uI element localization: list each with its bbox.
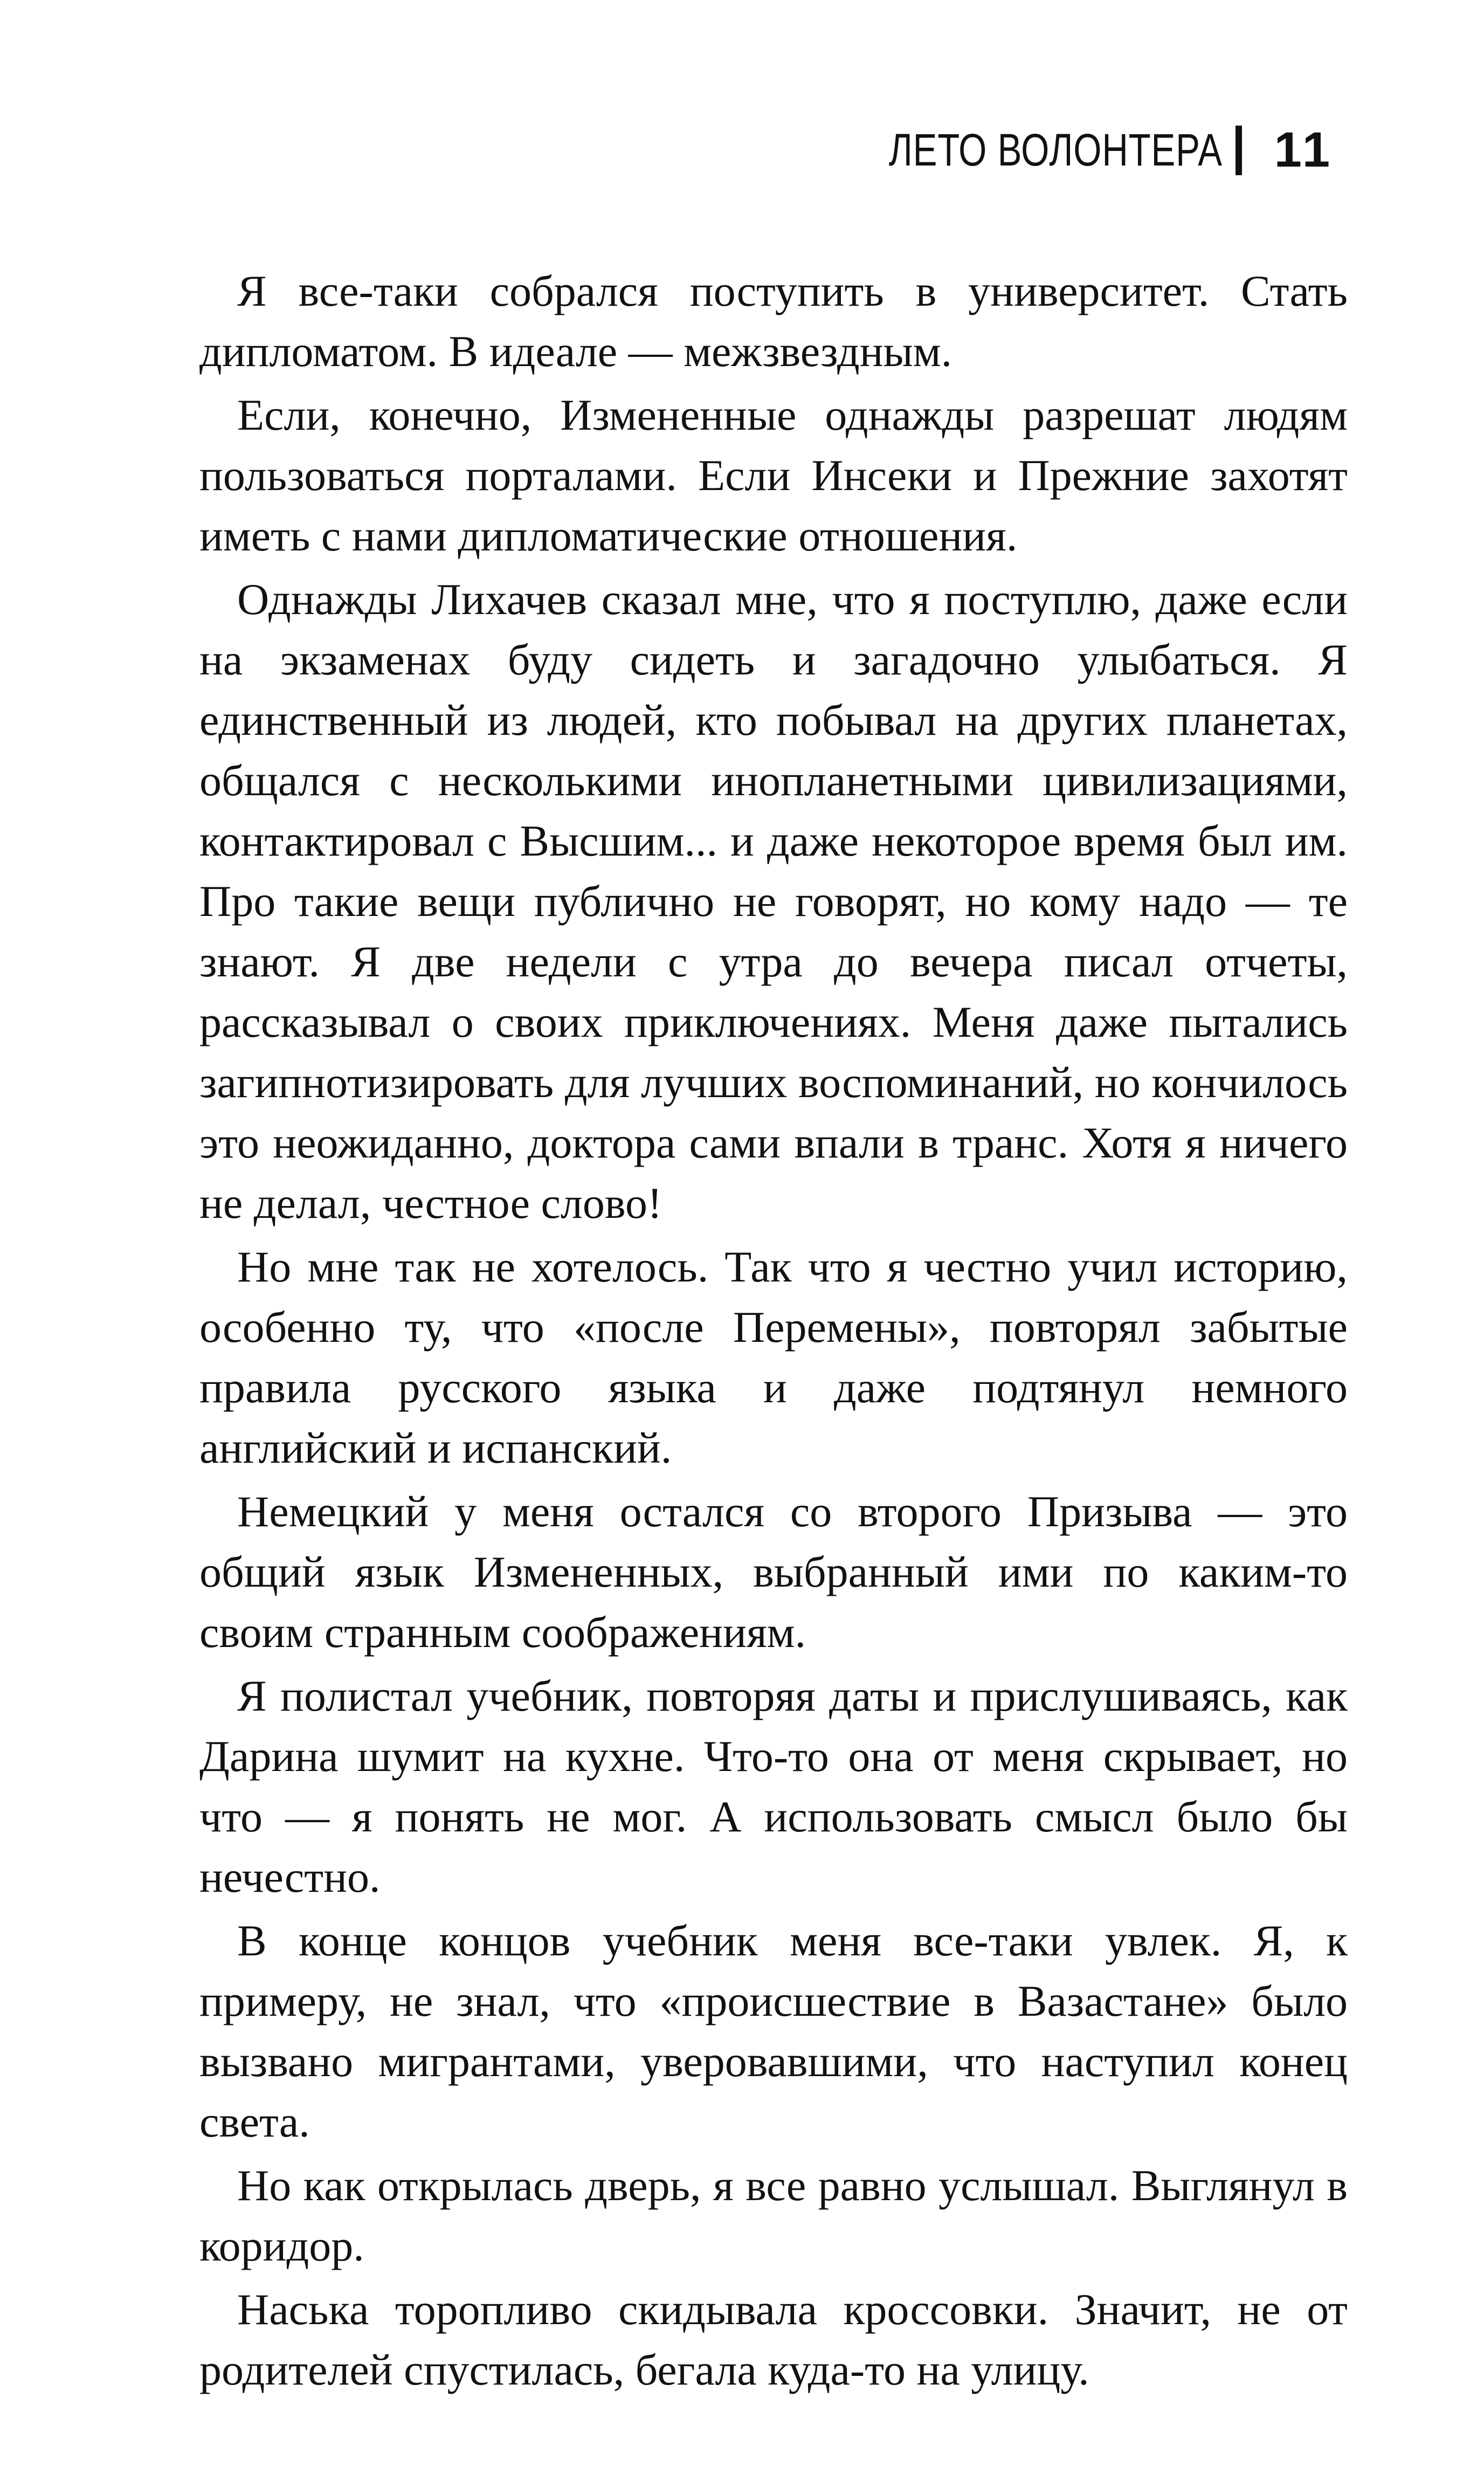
paragraph: Однажды Лихачев сказал мне, что я поступлю, даже если на экзаменах буду сидеть и загадочно улыбаться. Я единственный из людей, кто побывал на других планетах, общался с несколькими инопланетными цивилизациями, контактировал с Высшим... и даже некоторое время был им. Про такие вещи публично не говорят, но кому надо — те знают. Я две недели с утра до вечера писал отчеты, рассказывал о своих приключениях. Меня даже пытались загипнотизировать для лучших воспоминаний, но кончилось это неожиданно, доктора сами впали в транс. Хотя я ничего не делал, честное слово! (199, 575, 1348, 1228)
paragraph: Но как открылась дверь, я все равно услышал. Выглянул в коридор. (199, 2161, 1348, 2270)
paragraph: Я все-таки собрался поступить в университет. Стать дипломатом. В идеале — межзвездным. (199, 266, 1348, 376)
paragraph: Немецкий у меня остался со второго Призыва — это общий язык Измененных, выбранный ими по каким-то своим странным соображениям. (199, 1487, 1348, 1657)
running-header (805, 122, 1333, 178)
paragraph: Я полистал учебник, повторяя даты и прислушиваясь, как Дарина шумит на кухне. Что-то она от меня скрывает, но что — я понять не мог. А использовать смысл было бы нечестно. (199, 1671, 1348, 1901)
paragraph: Если, конечно, Измененные однажды разрешат людям пользоваться порталами. Если Инсеки и Прежние захотят иметь с нами дипломатические отношения. (199, 390, 1348, 560)
paragraph: Но мне так не хотелось. Так что я честно учил историю, особенно ту, что «после Перемены», повторял забытые правила русского языка и даже подтянул немного английский и испанский. (199, 1242, 1348, 1472)
paragraph: Наська торопливо скидывала кроссовки. Значит, не от родителей спустилась, бегала куда-то на улицу. (199, 2285, 1348, 2394)
body-text (199, 261, 1348, 2403)
paragraph: В конце концов учебник меня все-таки увлек. Я, к примеру, не знал, что «происшествие в Вазастане» было вызвано мигрантами, уверовавшими, что наступил конец света. (199, 1916, 1348, 2146)
book-title: ЛЕТО ВОЛОНТЕРА (888, 125, 1223, 175)
header-divider (1235, 126, 1242, 175)
page-number: 11 (1274, 122, 1333, 177)
